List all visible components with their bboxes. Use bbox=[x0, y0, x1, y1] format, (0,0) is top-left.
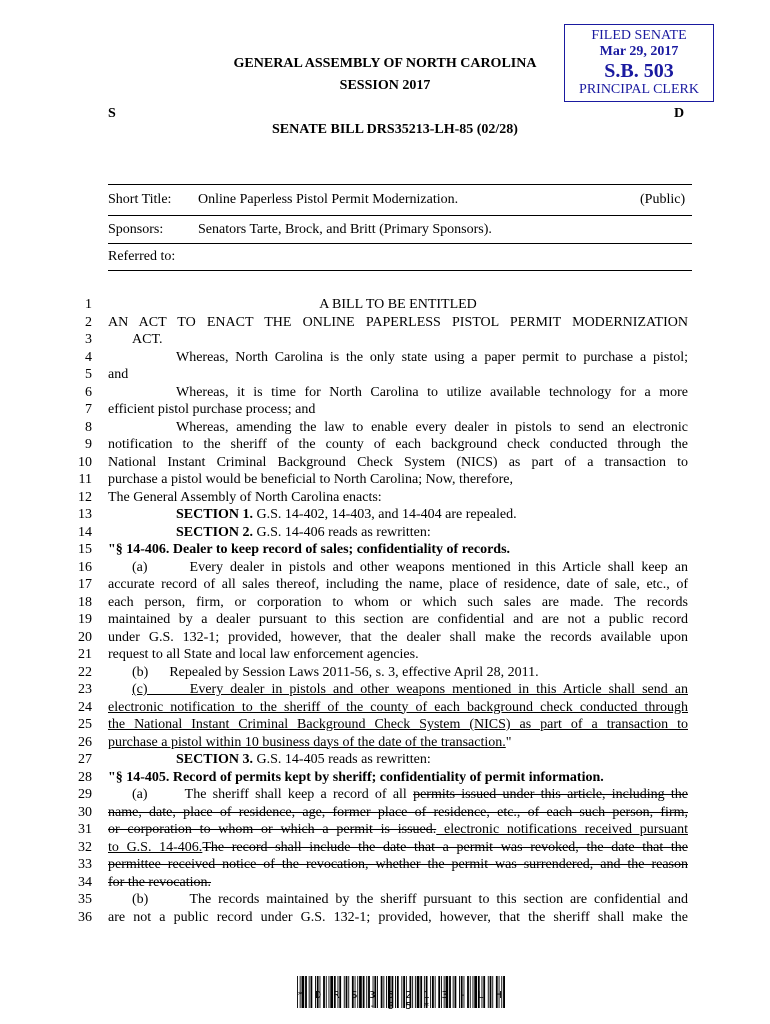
right-code: D bbox=[674, 106, 685, 121]
line-number: 36 bbox=[78, 909, 92, 925]
line-number: 30 bbox=[78, 804, 92, 820]
inserted-text: electronic notifications received pursuant bbox=[436, 822, 688, 837]
line-number: 14 bbox=[78, 524, 92, 540]
body-line bbox=[108, 786, 688, 804]
body-line bbox=[108, 839, 688, 857]
line-number: 31 bbox=[78, 822, 92, 837]
body-line: efficient pistol purchase process; and bbox=[108, 402, 316, 417]
section-heading: SECTION 3. bbox=[176, 752, 254, 767]
body-line: The General Assembly of North Carolina enacts: bbox=[108, 489, 382, 505]
stamp-filed: FILED SENATE bbox=[591, 28, 687, 43]
line-number: 9 bbox=[85, 437, 92, 452]
stamp-clerk: PRINCIPAL CLERK bbox=[579, 82, 699, 97]
body-line: (b) Repealed by Session Laws 2011-56, s. 3, effective April 28, 2011. bbox=[132, 664, 539, 680]
body-line: (b) The records maintained by the sheriff pursuant to this section are confidential and bbox=[132, 892, 688, 907]
referred-label: Referred to: bbox=[108, 249, 176, 264]
line-number: 1 bbox=[85, 297, 92, 312]
line-number: 15 bbox=[78, 542, 92, 557]
body-line: each person, firm, or corporation to whom or which such sales are made. The records bbox=[108, 594, 688, 610]
stamp-bill-number: S.B. 503 bbox=[604, 60, 674, 82]
sponsors-value: Senators Tarte, Brock, and Britt (Primary Sponsors). bbox=[198, 222, 492, 237]
body-line bbox=[108, 821, 688, 839]
deleted-text: The record shall include the date that a permit was revoked, the date that the bbox=[202, 839, 689, 855]
line-number: 22 bbox=[78, 664, 92, 680]
section-heading: SECTION 1. bbox=[176, 507, 254, 522]
inserted-line: electronic notification to the sheriff of the county of each background check conducted through bbox=[108, 699, 688, 715]
short-title-value: Online Paperless Pistol Permit Modernization. bbox=[198, 192, 459, 207]
line-number: 4 bbox=[85, 349, 92, 365]
statute-heading: "§ 14-405. Record of permits kept by sheriff; confidentiality of permit information. bbox=[108, 769, 604, 785]
body-line: Whereas, amending the law to enable every dealer in pistols to send an electronic bbox=[176, 419, 688, 435]
line-number: 21 bbox=[78, 647, 92, 662]
line-number: 3 bbox=[85, 332, 92, 347]
body-line: Whereas, it is time for North Carolina to utilize available technology for a more bbox=[176, 384, 688, 400]
line-number: 12 bbox=[78, 489, 92, 505]
short-title-label: Short Title: bbox=[108, 192, 172, 207]
meta-rule-2 bbox=[108, 243, 692, 244]
bill-title: SENATE BILL DRS35213-LH-85 (02/28) bbox=[272, 122, 518, 137]
line-number: 26 bbox=[78, 734, 92, 750]
closing-quote: " bbox=[505, 734, 512, 750]
deleted-line: permittee received notice of the revocation, whether the permit was surrendered, and the reason bbox=[108, 857, 688, 872]
inserted-text: to G.S. 14-406. bbox=[108, 839, 203, 855]
left-code: S bbox=[108, 106, 116, 121]
line-number: 2 bbox=[85, 314, 92, 330]
body-line bbox=[108, 751, 688, 769]
deleted-line: name, date, place of residence, age, former place of residence, etc., of each such person, firm, bbox=[108, 804, 688, 820]
session-title: SESSION 2017 bbox=[339, 78, 431, 93]
body-line: National Instant Criminal Background Check System (NICS) as part of a transaction to bbox=[108, 454, 688, 470]
line-number: 16 bbox=[78, 559, 92, 575]
deleted-text: or corporation to whom or which a permit is issued. bbox=[108, 822, 437, 837]
inserted-text: purchase a pistol within 10 business days of the date of the transaction. bbox=[108, 734, 506, 750]
section-text: G.S. 14-405 reads as rewritten: bbox=[253, 752, 431, 767]
body-line: ACT. bbox=[132, 332, 163, 347]
line-number: 20 bbox=[78, 629, 92, 645]
line-number: 27 bbox=[78, 752, 92, 767]
body-line: purchase a pistol would be beneficial to North Carolina; Now, therefore, bbox=[108, 472, 513, 487]
line-number: 17 bbox=[78, 577, 92, 592]
body-line: (a) Every dealer in pistols and other weapons mentioned in this Article shall keep an bbox=[132, 559, 688, 575]
body-line bbox=[108, 506, 688, 524]
body-line: accurate record of all sales thereof, including the name, place of residence, date of sale, etc., of bbox=[108, 577, 688, 592]
line-number: 23 bbox=[78, 682, 92, 697]
body-line: Whereas, North Carolina is the only state using a paper permit to purchase a pistol; bbox=[176, 349, 688, 365]
line-number: 11 bbox=[78, 472, 92, 487]
public-label: (Public) bbox=[640, 192, 686, 207]
deleted-text: permits issued under this article, including the bbox=[413, 787, 689, 802]
line-number: 6 bbox=[85, 384, 92, 400]
inserted-line: the National Instant Criminal Background Check System (NICS) as part of a transaction to bbox=[108, 717, 688, 732]
line-number: 33 bbox=[78, 857, 92, 872]
bill-entitled: A BILL TO BE ENTITLED bbox=[319, 297, 477, 312]
sponsors-label: Sponsors: bbox=[108, 222, 164, 237]
line-number: 13 bbox=[78, 507, 92, 522]
inserted-line: (c) Every dealer in pistols and other weapons mentioned in this Article shall send an bbox=[132, 682, 688, 697]
line-number: 5 bbox=[85, 367, 92, 382]
line-number: 28 bbox=[78, 769, 92, 785]
line-number: 19 bbox=[78, 612, 92, 627]
meta-rule-top bbox=[108, 184, 692, 185]
line-number: 25 bbox=[78, 717, 92, 732]
assembly-title: GENERAL ASSEMBLY OF NORTH CAROLINA bbox=[233, 56, 537, 71]
filed-stamp bbox=[564, 24, 714, 102]
line-number: 34 bbox=[78, 874, 92, 890]
meta-rule-bottom bbox=[108, 270, 692, 271]
stamp-date: Mar 29, 2017 bbox=[599, 44, 679, 59]
body-line: maintained by a dealer pursuant to this section are confidential and are not a public record bbox=[108, 612, 688, 627]
body-line: and bbox=[108, 367, 129, 382]
line-number: 29 bbox=[78, 787, 92, 802]
body-text: (a) The sheriff shall keep a record of all bbox=[132, 787, 414, 802]
line-number: 8 bbox=[85, 419, 92, 435]
body-line: under G.S. 132-1; provided, however, that the dealer shall make the records available upon bbox=[108, 629, 688, 645]
meta-rule-1 bbox=[108, 215, 692, 216]
statute-heading: "§ 14-406. Dealer to keep record of sales; confidentiality of records. bbox=[108, 542, 511, 557]
line-number: 7 bbox=[85, 402, 92, 417]
body-line: notification to the sheriff of the county of each background check conducted through the bbox=[108, 437, 688, 452]
line-number: 35 bbox=[78, 892, 92, 907]
body-line bbox=[108, 734, 688, 752]
body-line: are not a public record under G.S. 132-1; provided, however, that the sheriff shall make the bbox=[108, 909, 688, 925]
line-number: 32 bbox=[78, 839, 92, 855]
section-text: G.S. 14-402, 14-403, and 14-404 are repealed. bbox=[253, 507, 517, 522]
barcode-caption: * D R S 3 5 2 1 3 - L H - 8 5 * bbox=[297, 990, 505, 1012]
body-line bbox=[108, 524, 688, 542]
section-text: G.S. 14-406 reads as rewritten: bbox=[253, 524, 431, 540]
line-number: 18 bbox=[78, 594, 92, 610]
deleted-line: for the revocation. bbox=[108, 874, 212, 890]
section-heading: SECTION 2. bbox=[176, 524, 254, 540]
body-line: AN ACT TO ENACT THE ONLINE PAPERLESS PISTOL PERMIT MODERNIZATION bbox=[108, 314, 688, 330]
body-line: request to all State and local law enforcement agencies. bbox=[108, 647, 419, 662]
line-number: 10 bbox=[78, 454, 92, 470]
line-number: 24 bbox=[78, 699, 92, 715]
